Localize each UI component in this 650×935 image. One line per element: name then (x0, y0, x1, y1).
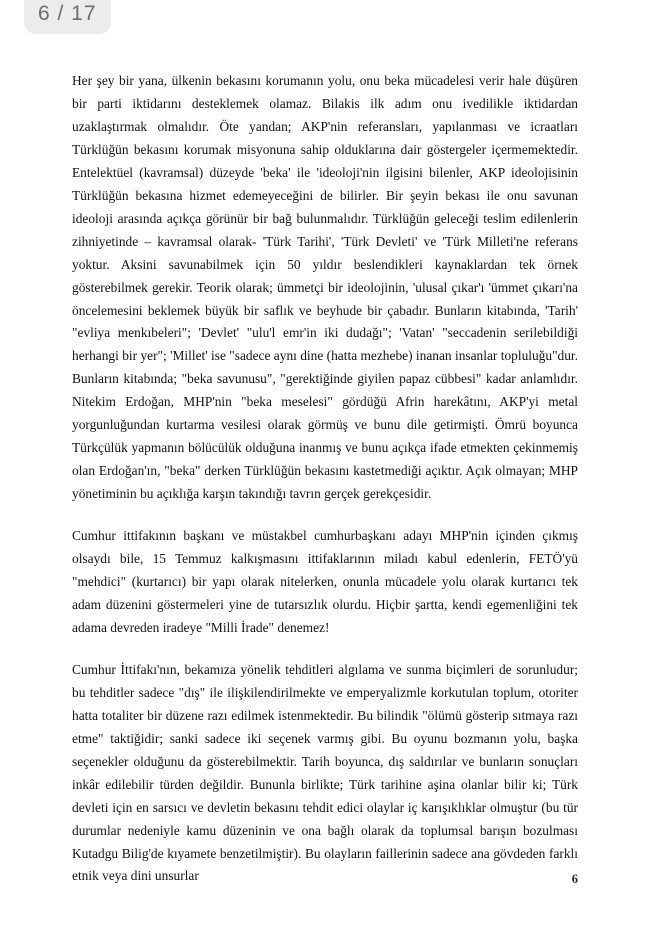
document-text-body (72, 70, 578, 888)
paragraph-3: Cumhur İttifakı'nın, bekamıza yönelik tehditleri algılama ve sunma biçimleri de sorunludur; bu tehditler sadece "dış" ile ilişkilendirilmekte ve emperyalizmle korkutulan toplum, otoriter hatta totaliter bir düzene razı edilmek istenmektedir. Bu bilindik "ölümü gösterip sıtmaya razı etme" taktiğidir; sanki sadece iki seçenek varmış gibi. Bu oyunu bozmanın yolu, başka seçenekler olduğunu da gösterebilmektir. Tarih boyunca, dış saldırılar ve bunların sonuçları inkâr edilebilir türden değildir. Bununla birlikte; Türk tarihine aşina olanlar bilir ki; Türk devleti için en sarsıcı ve devletin bekasını tehdit edici olaylar iç karışıklıklar olmuştur (bu tür durumlar nedeniyle kamu düzeninin ve ona bağlı olarak da toplumsal barışın bozulması Kutadgu Bilig'de kıyamete benzetilmiştir). Bu olayların faillerinin sadece ana gövdeden farklı etnik veya dini unsurlar (72, 661, 578, 884)
paragraph-1: Her şey bir yana, ülkenin bekasını korumanın yolu, onu beka mücadelesi verir hale düşüren bir parti iktidarını desteklemek olamaz. Bilakis ilk adım onu ivedilikle iktidardan uzaklaştırmak olmalıdır. Öte yandan; AKP'nin referansları, yapılanması ve icraatları Türklüğün bekasını korumak misyonuna sahip olduklarına dair göstergeler içermemektedir. Entelektüel (kavramsal) düzeyde 'beka' ile 'ideoloji'nin ilgisini bilenler, AKP ideolojisinin Türklüğün bekasına hizmet edemeyeceğini de bilirler. Bir şeyin bekası ile onu savunan ideoloji arasında açıkça görünür bir bağ bulunmalıdır. Türklüğün geleceği teslim edilenlerin zihniyetinde – kavramsal olarak- 'Türk Tarihi', 'Türk Devleti' ve 'Türk Milleti'ne referans yoktur. Aksini savunabilmek için 50 yıldır beslendikleri kaynaklardan tek örnek gösterebilmek gerekir. Teorik olarak; ümmetçi bir ideolojinin, 'ulusal çıkar'ı 'ümmet çıkarı'na öncelemesini beklemek büyük bir saflık ve beyhude bir çabadır. Bunların kitabında, 'Tarih' "evliya menkıbeleri"; 'Devlet' "ulu'l emr'in iki dudağı"; 'Vatan' "seccadenin serilebildiği herhangi bir yer"; 'Millet' ise "sadece aynı dine (hatta mezhebe) inanan insanlar topluluğu"dur. Bunların kitabında; "beka savunusu", "gerektiğinde giyilen papaz cübbesi" kadar anlamlıdır. Nitekim Erdoğan, MHP'nin "beka meselesi" gördüğü Afrin harekâtını, AKP'yi metal yorgunluğundan kurtarma vesilesi olarak görmüş ve bunu dile getirmişti. Ömrü boyunca Türkçülük yapmanın bölücülük olduğuna inanmış ve bunu açıkça ifade etmekten çekinmemiş olan Erdoğan'ın, "beka" derken Türklüğün bekasını kastetmediği açıktır. Açık olmayan; MHP yönetiminin bu açıklığa karşın takındığı tavrın gerçek gerekçesidir. (72, 73, 578, 502)
page-footer-number: 6 (571, 872, 578, 886)
page-indicator-badge: 6 / 17 (24, 0, 111, 34)
paragraph-2: Cumhur ittifakının başkanı ve müstakbel cumhurbaşkanı adayı MHP'nin içinden çıkmış olsaydı bile, 15 Temmuz kalkışmasını ittifaklarının miladı kabul edenlerin, FETÖ'yü "mehdici" (kurtarıcı) bir yapı olarak nitelerken, onunla mücadele yolu olarak kurtarıcı tek adam düzenini göstermeleri yine de tutarsızlık olurdu. Hiçbir şartta, kendi egemenliğini tek adama devreden iradeye "Milli İrade" denemez! (72, 528, 578, 635)
